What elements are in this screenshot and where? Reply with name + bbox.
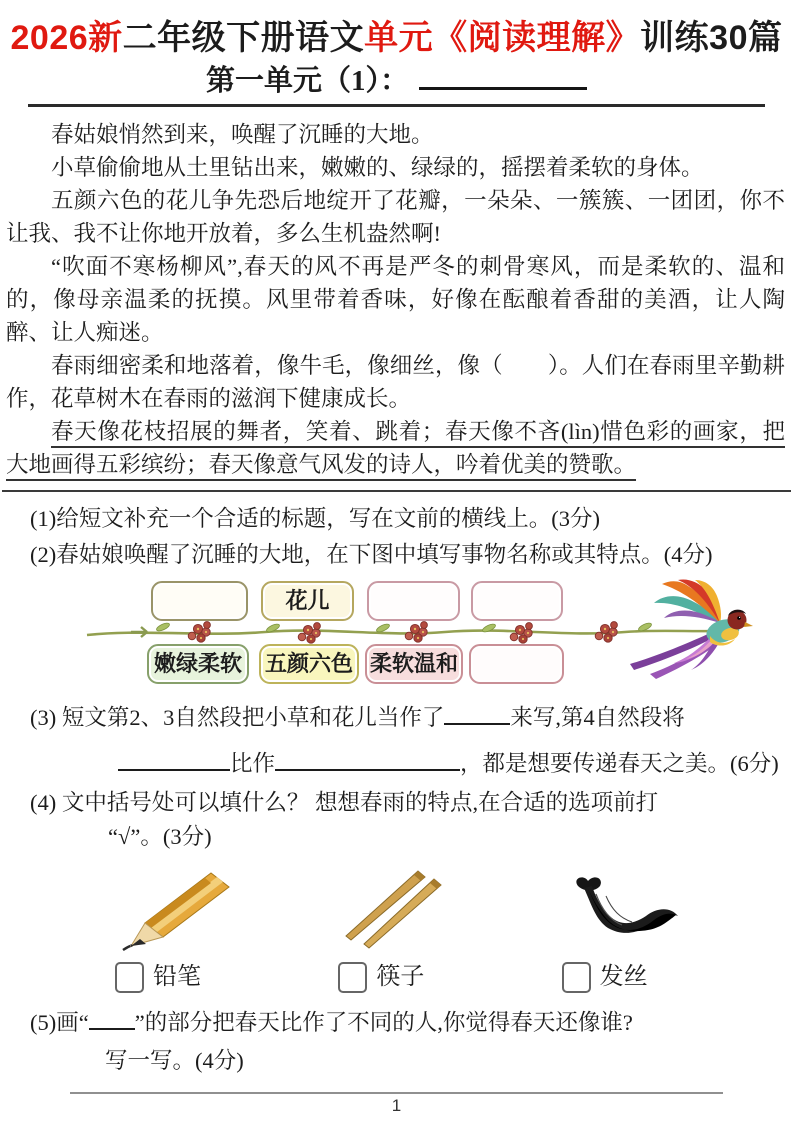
question-list (0, 492, 793, 1080)
title-part-year: 2026新 (10, 19, 123, 57)
passage-paragraph-3: 五颜六色的花儿争先恐后地绽开了花瓣，一朵朵、一簇簇、一团团，你不让我、我不让你地开放着，多么生机盎然啊! (6, 188, 785, 246)
chopsticks-icon (338, 864, 561, 952)
question-4-options (30, 864, 785, 994)
page-title (0, 0, 793, 60)
diagram-bottom-box-grass-trait (147, 644, 249, 684)
diagram-bottom-box-flowers-trait-label: 五颜六色 (264, 651, 353, 676)
question-5-line-2: 写一写。(4分) (105, 1048, 244, 1073)
question-3-text-d: ，都是想要传递春天之美。(6分) (460, 751, 779, 776)
pencil-icon (115, 864, 338, 952)
passage-paragraph-1: 春姑娘悄然到来，唤醒了沉睡的大地。 (51, 122, 434, 147)
spring-mindmap-diagram (30, 578, 785, 692)
diagram-top-box-grass[interactable] (151, 581, 248, 621)
passage-paragraph-6-underlined: 春天像花枝招展的舞者，笑着、跳着；春天像不吝(lìn)惜色彩的画家，把大地画得五彩缤纷；春天像意气风发的诗人，吟着优美的赞歌。 (6, 419, 785, 477)
diagram-bottom-box-rain-trait[interactable] (469, 644, 564, 684)
option-pencil-pick (115, 960, 338, 994)
question-4-line-2: “√”。(3分) (108, 824, 212, 849)
question-3 (30, 698, 785, 784)
unit-label: 第一单元（1）： (205, 65, 409, 97)
option-hair-pick (562, 960, 785, 994)
title-part-topic: 单元《阅读理解》 (364, 19, 641, 57)
pencil-label: 铅笔 (153, 964, 201, 990)
footer-divider (70, 1092, 723, 1094)
diagram-bottom-box-wind-trait-label: 柔软温和 (369, 651, 458, 676)
question-5-text-b: ”的部分把春天比作了不同的人,你觉得春天还像谁? (134, 1010, 633, 1035)
hair-checkbox[interactable] (562, 962, 591, 993)
question-3-blank-2[interactable] (118, 751, 230, 771)
question-3-blank-3[interactable] (275, 751, 460, 771)
option-chopsticks (338, 864, 561, 994)
passage-paragraph-5: 春雨细密柔和地落着，像牛毛，像细丝，像（ ）。人们在春雨里辛勤耕作，花草树木在春雨的滋润下健康成长。 (6, 353, 785, 411)
question-3-line-2 (118, 744, 785, 784)
unit-subtitle (0, 61, 793, 101)
chopsticks-label: 筷子 (376, 964, 425, 990)
page-number: 1 (391, 1096, 402, 1115)
diagram-bottom-box-grass-trait-label: 嫩绿柔软 (153, 651, 242, 676)
option-hair (562, 864, 785, 994)
pencil-checkbox[interactable] (115, 962, 144, 993)
chopsticks-checkbox[interactable] (338, 962, 367, 993)
option-chopsticks-pick (338, 960, 561, 994)
diagram-bottom-box-flowers-trait (259, 644, 359, 684)
question-5-text-a: (5)画“ (30, 1010, 89, 1035)
hair-icon (562, 864, 785, 952)
option-pencil (115, 864, 338, 994)
title-part-grade: 二年级下册语文 (122, 19, 365, 57)
question-5 (30, 1004, 785, 1080)
title-answer-blank[interactable] (419, 64, 587, 90)
question-3-blank-1[interactable] (444, 705, 510, 725)
diagram-bottom-box-wind-trait (365, 644, 463, 684)
title-part-count: 训练30篇 (640, 19, 783, 57)
question-1: (1)给短文补充一个合适的标题，写在文前的横线上。(3分) (30, 506, 600, 531)
question-3-text-c: 比作 (230, 751, 276, 776)
question-2: (2)春姑娘唤醒了沉睡的大地，在下图中填写事物名称或其特点。(4分) (30, 542, 713, 567)
question-4-text: (4) 文中括号处可以填什么？ 想想春雨的特点,在合适的选项前打 (30, 790, 659, 815)
hair-label: 发丝 (599, 964, 648, 990)
diagram-top-box-flowers (261, 581, 354, 621)
reading-passage (0, 107, 793, 481)
question-5-underline-mark (89, 1010, 135, 1030)
passage-paragraph-4: “吹面不寒杨柳风”,春天的风不再是严冬的刺骨寒风，而是柔软的、温和的，像母亲温柔的抚摸。风里带着香味，好像在酝酿着香甜的美酒，让人陶醉、让人痴迷。 (6, 254, 785, 345)
diagram-top-box-rain[interactable] (471, 581, 563, 621)
diagram-top-box-wind[interactable] (367, 581, 460, 621)
question-3-text-a: (3) 短文第2、3自然段把小草和花儿当作了 (30, 705, 445, 730)
swallow-bird-illustration (620, 578, 755, 682)
passage-paragraph-2: 小草偷偷地从土里钻出来，嫩嫩的、绿绿的，摇摆着柔软的身体。 (51, 155, 704, 180)
question-4 (30, 786, 785, 854)
question-3-text-b: 来写,第4自然段将 (510, 705, 685, 730)
diagram-top-box-flowers-label: 花儿 (285, 588, 330, 613)
